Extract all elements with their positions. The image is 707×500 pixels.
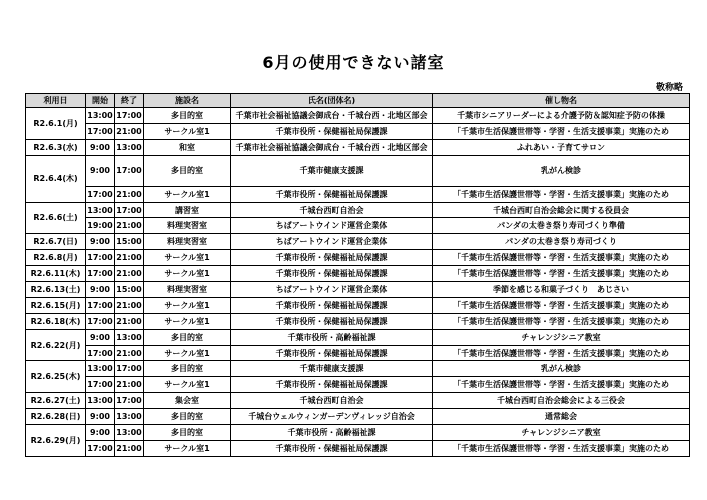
start-cell: 17:00 xyxy=(86,250,115,266)
facility-cell: 料理実習室 xyxy=(144,234,231,250)
facility-cell: 料理実習室 xyxy=(144,218,231,234)
start-cell: 17:00 xyxy=(86,123,115,139)
organizer-cell: 千葉市役所・高齢福祉課 xyxy=(231,329,433,345)
organizer-cell: 千葉市役所・保健福祉局保護課 xyxy=(231,377,433,393)
table-row xyxy=(26,186,690,202)
event-cell: 「千葉市生活保護世帯等・学習・生活支援事業」実施のため xyxy=(433,297,690,313)
start-cell: 9:00 xyxy=(86,282,115,298)
table-row xyxy=(26,108,690,124)
end-cell: 21:00 xyxy=(115,250,144,266)
organizer-cell: 千城台西町自治会 xyxy=(231,393,433,409)
end-cell: 17:00 xyxy=(115,361,144,377)
header-organizer: 氏名(団体名) xyxy=(231,94,433,108)
end-cell: 17:00 xyxy=(115,108,144,124)
end-cell: 13:00 xyxy=(115,139,144,155)
start-cell: 13:00 xyxy=(86,108,115,124)
event-cell: パンダの太巻き祭り寿司づくり準備 xyxy=(433,218,690,234)
organizer-cell: 千葉市健康支援課 xyxy=(231,155,433,186)
end-cell: 17:00 xyxy=(115,155,144,186)
organizer-cell: ちばアートウインド運営企業体 xyxy=(231,218,433,234)
organizer-cell: 千葉市社会福祉協議会御成台・千城台西・北地区部会 xyxy=(231,139,433,155)
event-cell: 千葉市シニアリーダーによる介護予防＆認知症予防の体操 xyxy=(433,108,690,124)
facility-cell: サークル室1 xyxy=(144,297,231,313)
event-cell: パンダの太巻き祭り寿司づくり xyxy=(433,234,690,250)
facility-cell: 講習室 xyxy=(144,202,231,218)
start-cell: 13:00 xyxy=(86,393,115,409)
table-row xyxy=(26,425,690,441)
organizer-cell: 千葉市役所・保健福祉局保護課 xyxy=(231,440,433,456)
event-cell: 乳がん検診 xyxy=(433,155,690,186)
table-row xyxy=(26,393,690,409)
header-end: 終了 xyxy=(115,94,144,108)
facility-cell: 多目的室 xyxy=(144,108,231,124)
date-cell: R2.6.29(月) xyxy=(26,425,86,457)
date-cell: R2.6.1(月) xyxy=(26,108,86,140)
date-cell: R2.6.11(木) xyxy=(26,266,86,282)
organizer-cell: 千城台ウェルウィンガーデンヴィレッジ自治会 xyxy=(231,409,433,425)
header-event: 催し物名 xyxy=(433,94,690,108)
event-cell: 乳がん検診 xyxy=(433,361,690,377)
organizer-cell: 千葉市役所・保健福祉局保護課 xyxy=(231,297,433,313)
facility-cell: 多目的室 xyxy=(144,361,231,377)
end-cell: 13:00 xyxy=(115,329,144,345)
header-start: 開始 xyxy=(86,94,115,108)
facility-cell: サークル室1 xyxy=(144,266,231,282)
event-cell: 千城台西町自治会総会に関する役員会 xyxy=(433,202,690,218)
organizer-cell: 千葉市役所・保健福祉局保護課 xyxy=(231,123,433,139)
end-cell: 21:00 xyxy=(115,377,144,393)
facility-cell: サークル室1 xyxy=(144,250,231,266)
table-row xyxy=(26,155,690,186)
facility-cell: サークル室1 xyxy=(144,313,231,329)
event-cell: 「千葉市生活保護世帯等・学習・生活支援事業」実施のため xyxy=(433,377,690,393)
header-date: 利用日 xyxy=(26,94,86,108)
facility-cell: サークル室1 xyxy=(144,123,231,139)
start-cell: 9:00 xyxy=(86,409,115,425)
table-row xyxy=(26,250,690,266)
event-cell: 「千葉市生活保護世帯等・学習・生活支援事業」実施のため xyxy=(433,250,690,266)
start-cell: 17:00 xyxy=(86,345,115,361)
date-cell: R2.6.6(土) xyxy=(26,202,86,234)
end-cell: 13:00 xyxy=(115,409,144,425)
start-cell: 9:00 xyxy=(86,425,115,441)
table-header-row xyxy=(26,94,690,108)
end-cell: 21:00 xyxy=(115,297,144,313)
facility-cell: 多目的室 xyxy=(144,155,231,186)
facility-cell: サークル室1 xyxy=(144,345,231,361)
start-cell: 13:00 xyxy=(86,202,115,218)
date-cell: R2.6.3(水) xyxy=(26,139,86,155)
organizer-cell: 千葉市役所・高齢福祉課 xyxy=(231,425,433,441)
room-schedule-table xyxy=(25,93,690,457)
end-cell: 21:00 xyxy=(115,266,144,282)
organizer-cell: 千葉市役所・保健福祉局保護課 xyxy=(231,313,433,329)
organizer-cell: ちばアートウインド運営企業体 xyxy=(231,282,433,298)
event-cell: 「千葉市生活保護世帯等・学習・生活支援事業」実施のため xyxy=(433,123,690,139)
end-cell: 21:00 xyxy=(115,440,144,456)
facility-cell: 多目的室 xyxy=(144,425,231,441)
table-row xyxy=(26,345,690,361)
facility-cell: サークル室1 xyxy=(144,377,231,393)
organizer-cell: ちばアートウインド運営企業体 xyxy=(231,234,433,250)
facility-cell: 和室 xyxy=(144,139,231,155)
end-cell: 17:00 xyxy=(115,393,144,409)
table-row xyxy=(26,202,690,218)
event-cell: チャレンジシニア教室 xyxy=(433,425,690,441)
end-cell: 21:00 xyxy=(115,313,144,329)
facility-cell: 多目的室 xyxy=(144,329,231,345)
start-cell: 17:00 xyxy=(86,186,115,202)
event-cell: 通常総会 xyxy=(433,409,690,425)
table-row xyxy=(26,297,690,313)
table-row xyxy=(26,409,690,425)
table-row xyxy=(26,218,690,234)
header-facility: 施設名 xyxy=(144,94,231,108)
organizer-cell: 千城台西町自治会 xyxy=(231,202,433,218)
end-cell: 15:00 xyxy=(115,234,144,250)
date-cell: R2.6.8(月) xyxy=(26,250,86,266)
table-row xyxy=(26,234,690,250)
organizer-cell: 千葉市役所・保健福祉局保護課 xyxy=(231,345,433,361)
event-cell: 「千葉市生活保護世帯等・学習・生活支援事業」実施のため xyxy=(433,440,690,456)
event-cell: チャレンジシニア教室 xyxy=(433,329,690,345)
facility-cell: 集会室 xyxy=(144,393,231,409)
event-cell: 「千葉市生活保護世帯等・学習・生活支援事業」実施のため xyxy=(433,186,690,202)
table-row xyxy=(26,329,690,345)
date-cell: R2.6.18(木) xyxy=(26,313,86,329)
date-cell: R2.6.13(土) xyxy=(26,282,86,298)
page-title: 6月の使用できない諸室 xyxy=(262,53,445,72)
facility-cell: 多目的室 xyxy=(144,409,231,425)
table-row xyxy=(26,139,690,155)
start-cell: 9:00 xyxy=(86,329,115,345)
event-cell: 千城台西町自治会総会による三役会 xyxy=(433,393,690,409)
event-cell: 季節を感じる和菓子づくり あじさい xyxy=(433,282,690,298)
facility-cell: サークル室1 xyxy=(144,440,231,456)
event-cell: ふれあい・子育てサロン xyxy=(433,139,690,155)
organizer-cell: 千葉市健康支援課 xyxy=(231,361,433,377)
table-row xyxy=(26,361,690,377)
start-cell: 17:00 xyxy=(86,266,115,282)
facility-cell: サークル室1 xyxy=(144,186,231,202)
facility-cell: 料理実習室 xyxy=(144,282,231,298)
event-cell: 「千葉市生活保護世帯等・学習・生活支援事業」実施のため xyxy=(433,266,690,282)
end-cell: 21:00 xyxy=(115,186,144,202)
start-cell: 9:00 xyxy=(86,234,115,250)
end-cell: 17:00 xyxy=(115,202,144,218)
date-cell: R2.6.7(日) xyxy=(26,234,86,250)
end-cell: 21:00 xyxy=(115,218,144,234)
event-cell: 「千葉市生活保護世帯等・学習・生活支援事業」実施のため xyxy=(433,345,690,361)
start-cell: 9:00 xyxy=(86,155,115,186)
table-row xyxy=(26,266,690,282)
table-row xyxy=(26,313,690,329)
start-cell: 13:00 xyxy=(86,361,115,377)
start-cell: 17:00 xyxy=(86,297,115,313)
table-row xyxy=(26,377,690,393)
end-cell: 21:00 xyxy=(115,123,144,139)
organizer-cell: 千葉市社会福祉協議会御成台・千城台西・北地区部会 xyxy=(231,108,433,124)
end-cell: 15:00 xyxy=(115,282,144,298)
table-row xyxy=(26,440,690,456)
table-row xyxy=(26,282,690,298)
honorific-note: 敬称略 xyxy=(655,83,683,93)
date-cell: R2.6.15(月) xyxy=(26,297,86,313)
end-cell: 13:00 xyxy=(115,425,144,441)
organizer-cell: 千葉市役所・保健福祉局保護課 xyxy=(231,266,433,282)
start-cell: 9:00 xyxy=(86,139,115,155)
event-cell: 「千葉市生活保護世帯等・学習・生活支援事業」実施のため xyxy=(433,313,690,329)
start-cell: 19:00 xyxy=(86,218,115,234)
organizer-cell: 千葉市役所・保健福祉局保護課 xyxy=(231,250,433,266)
date-cell: R2.6.28(日) xyxy=(26,409,86,425)
date-cell: R2.6.27(土) xyxy=(26,393,86,409)
organizer-cell: 千葉市役所・保健福祉局保護課 xyxy=(231,186,433,202)
start-cell: 17:00 xyxy=(86,313,115,329)
table-row xyxy=(26,123,690,139)
date-cell: R2.6.4(木) xyxy=(26,155,86,202)
start-cell: 17:00 xyxy=(86,440,115,456)
date-cell: R2.6.25(木) xyxy=(26,361,86,393)
date-cell: R2.6.22(月) xyxy=(26,329,86,361)
start-cell: 17:00 xyxy=(86,377,115,393)
end-cell: 21:00 xyxy=(115,345,144,361)
